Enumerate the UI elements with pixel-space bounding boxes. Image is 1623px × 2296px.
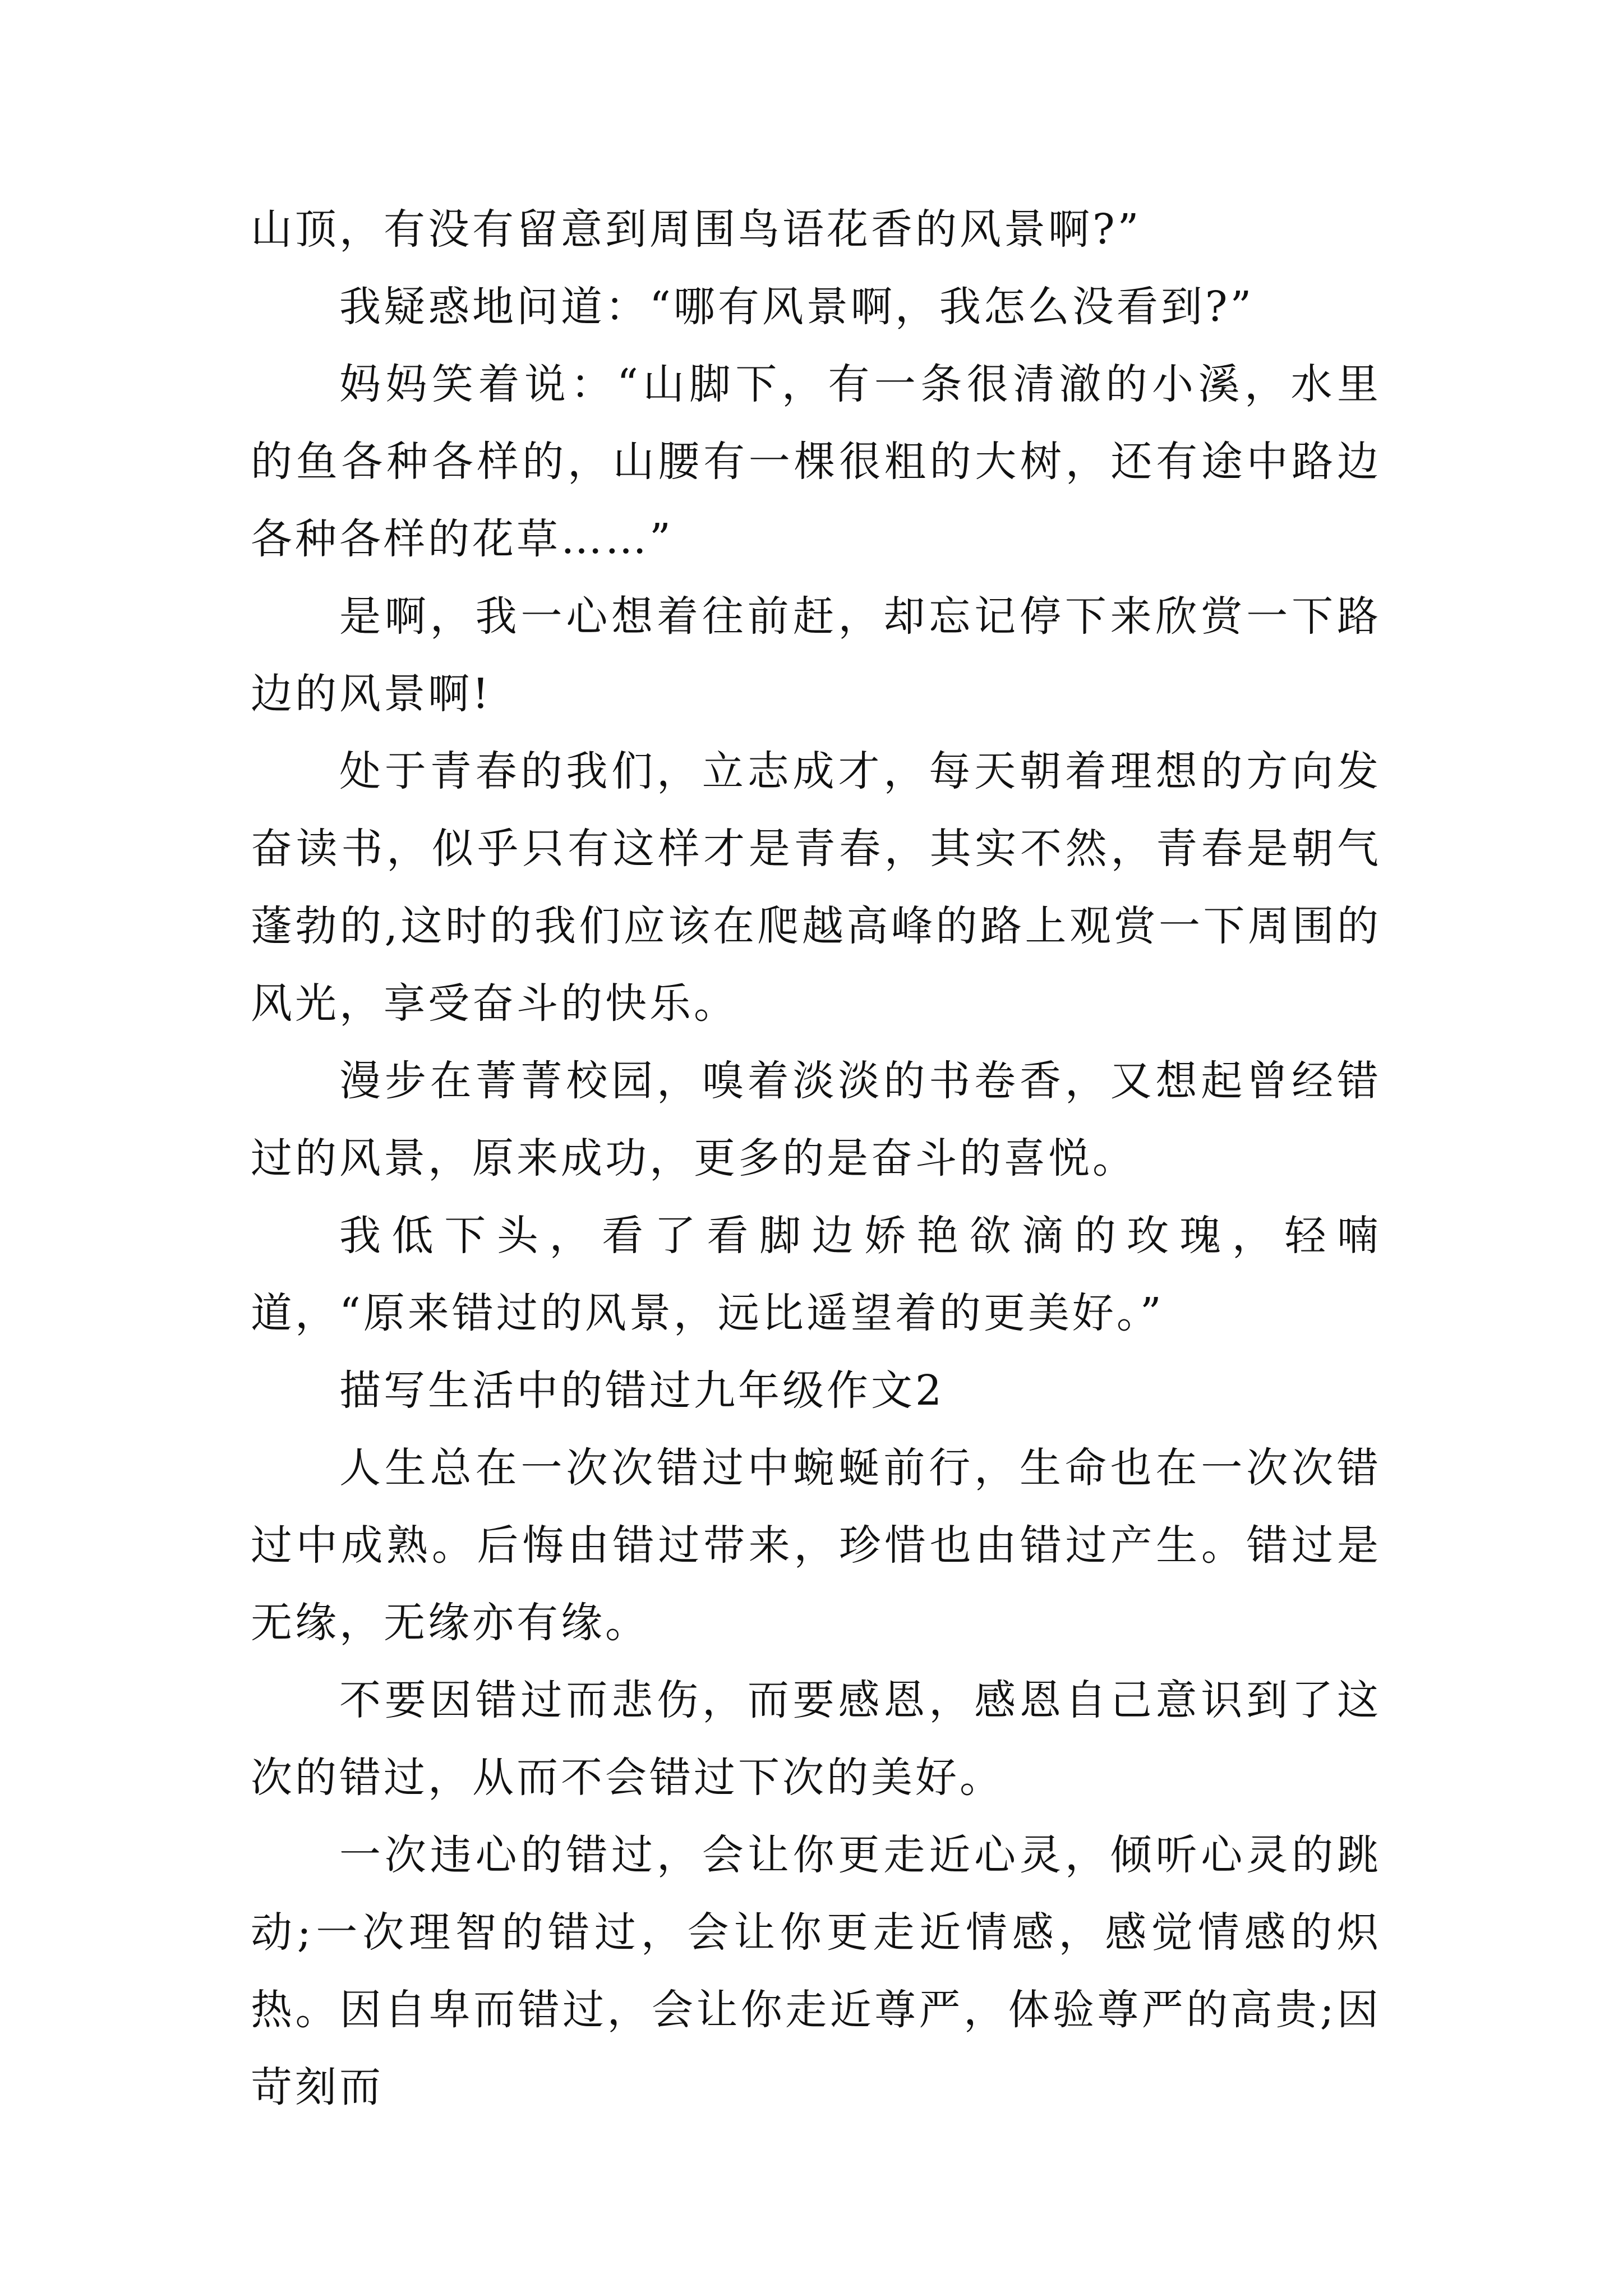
paragraph: 一次违心的错过，会让你更走近心灵，倾听心灵的跳动;一次理智的错过，会让你更走近情感，感觉情感的炽热。因自卑而错过，会让你走近尊严，体验尊严的高贵;因苛刻而 [251, 1831, 1381, 2111]
paragraph: 漫步在菁菁校园，嗅着淡淡的书卷香，又想起曾经错过的风景，原来成功，更多的是奋斗的喜悦。 [251, 1057, 1381, 1182]
document-body [251, 191, 1381, 2126]
paragraph: 我低下头，看了看脚边娇艳欲滴的玫瑰，轻喃道，“原来错过的风景，远比遥望着的更美好。” [251, 1212, 1381, 1337]
paragraph: 妈妈笑着说：“山脚下，有一条很清澈的小溪，水里的鱼各种各样的，山腰有一棵很粗的大树，还有途中路边各种各样的花草……” [251, 360, 1381, 563]
paragraph: 是啊，我一心想着往前赶，却忘记停下来欣赏一下路边的风景啊! [251, 592, 1381, 718]
paragraph: 不要因错过而悲伤，而要感恩，感恩自己意识到了这次的错过，从而不会错过下次的美好。 [251, 1676, 1381, 1802]
section-heading: 描写生活中的错过九年级作文2 [339, 1366, 945, 1415]
paragraph: 山顶，有没有留意到周围鸟语花香的风景啊?” [251, 205, 1142, 254]
paragraph: 我疑惑地问道：“哪有风景啊，我怎么没看到?” [339, 283, 1255, 331]
paragraph: 处于青春的我们，立志成才，每天朝着理想的方向发奋读书，似乎只有这样才是青春，其实不然，青春是朝气蓬勃的,这时的我们应该在爬越高峰的路上观赏一下周围的风光，享受奋斗的快乐。 [251, 747, 1381, 1028]
paragraph: 人生总在一次次错过中蜿蜒前行，生命也在一次次错过中成熟。后悔由错过带来，珍惜也由错过产生。错过是无缘，无缘亦有缘。 [251, 1444, 1381, 1647]
